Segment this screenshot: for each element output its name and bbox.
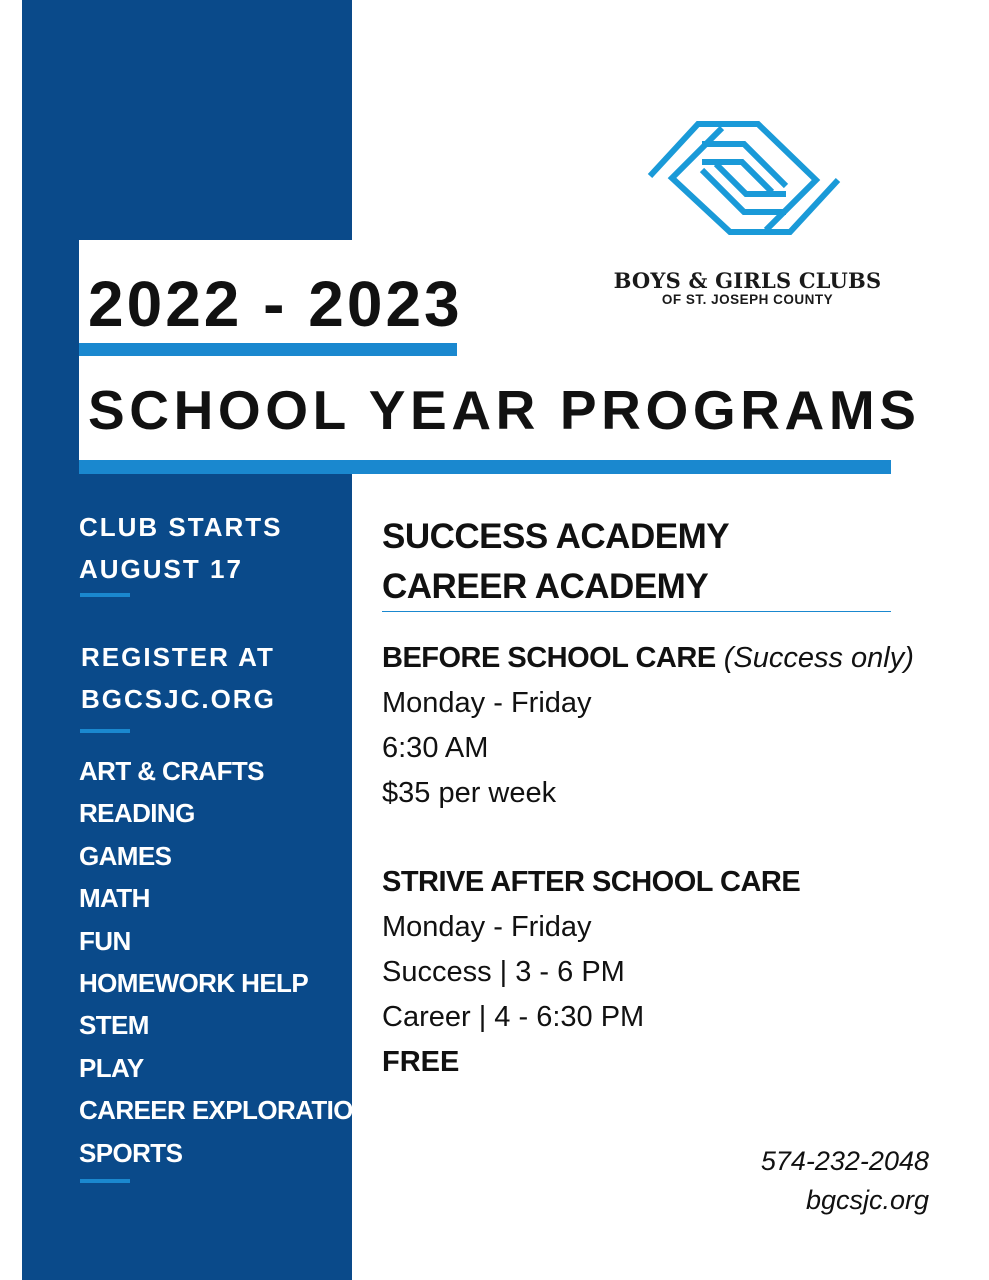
year-underline (79, 343, 457, 356)
before-school-section (382, 636, 914, 816)
before-school-time: 6:30 AM (382, 732, 489, 764)
before-school-price: $35 per week (382, 777, 557, 809)
club-starts-heading (79, 506, 283, 590)
academy-heading (382, 512, 729, 612)
clasped-hands-logo-icon (640, 118, 848, 248)
title-underline (79, 460, 891, 474)
phone-number: 574-232-2048 (760, 1146, 929, 1176)
after-school-days: Monday - Friday (382, 911, 592, 943)
list-item: READING (79, 798, 195, 829)
before-school-days: Monday - Friday (382, 687, 592, 719)
list-item: SPORTS (79, 1137, 183, 1168)
list-item: FUN (79, 925, 131, 956)
club-starts-line: CLUB STARTS (79, 512, 283, 542)
after-school-section (382, 860, 800, 1085)
success-academy-title: SUCCESS ACADEMY (382, 517, 730, 556)
contact-info (761, 1142, 929, 1220)
activities-list (79, 750, 371, 1174)
after-school-price: FREE (382, 1046, 460, 1078)
club-start-date: AUGUST 17 (79, 554, 243, 584)
org-name: BOYS & GIRLS CLUBS (613, 268, 882, 293)
org-subname: OF ST. JOSEPH COUNTY (661, 292, 834, 307)
sidebar-divider (80, 593, 130, 597)
register-heading (81, 636, 276, 720)
register-url: BGCSJC.ORG (81, 684, 276, 714)
page-title: SCHOOL YEAR PROGRAMS (88, 379, 921, 441)
list-item: GAMES (79, 840, 172, 871)
list-item: ART & CRAFTS (79, 756, 264, 786)
sidebar-divider (80, 729, 130, 733)
before-school-heading: BEFORE SCHOOL CARE (382, 642, 716, 674)
list-item: MATH (79, 883, 150, 914)
list-item: HOMEWORK HELP (79, 968, 309, 999)
school-year: 2022 - 2023 (88, 268, 463, 340)
after-school-success-hours: Success | 3 - 6 PM (382, 956, 625, 988)
after-school-career-hours: Career | 4 - 6:30 PM (382, 1001, 645, 1033)
list-item: PLAY (79, 1052, 144, 1083)
list-item: CAREER EXPLORATION (79, 1095, 372, 1126)
career-academy-title: CAREER ACADEMY (382, 567, 709, 606)
before-school-note: (Success only) (723, 642, 914, 674)
register-line: REGISTER AT (81, 642, 275, 672)
academy-divider (382, 611, 891, 612)
sidebar-divider (80, 1179, 130, 1183)
after-school-heading: STRIVE AFTER SCHOOL CARE (382, 866, 801, 898)
list-item: STEM (79, 1010, 149, 1041)
website-link[interactable]: bgcsjc.org (805, 1185, 929, 1215)
